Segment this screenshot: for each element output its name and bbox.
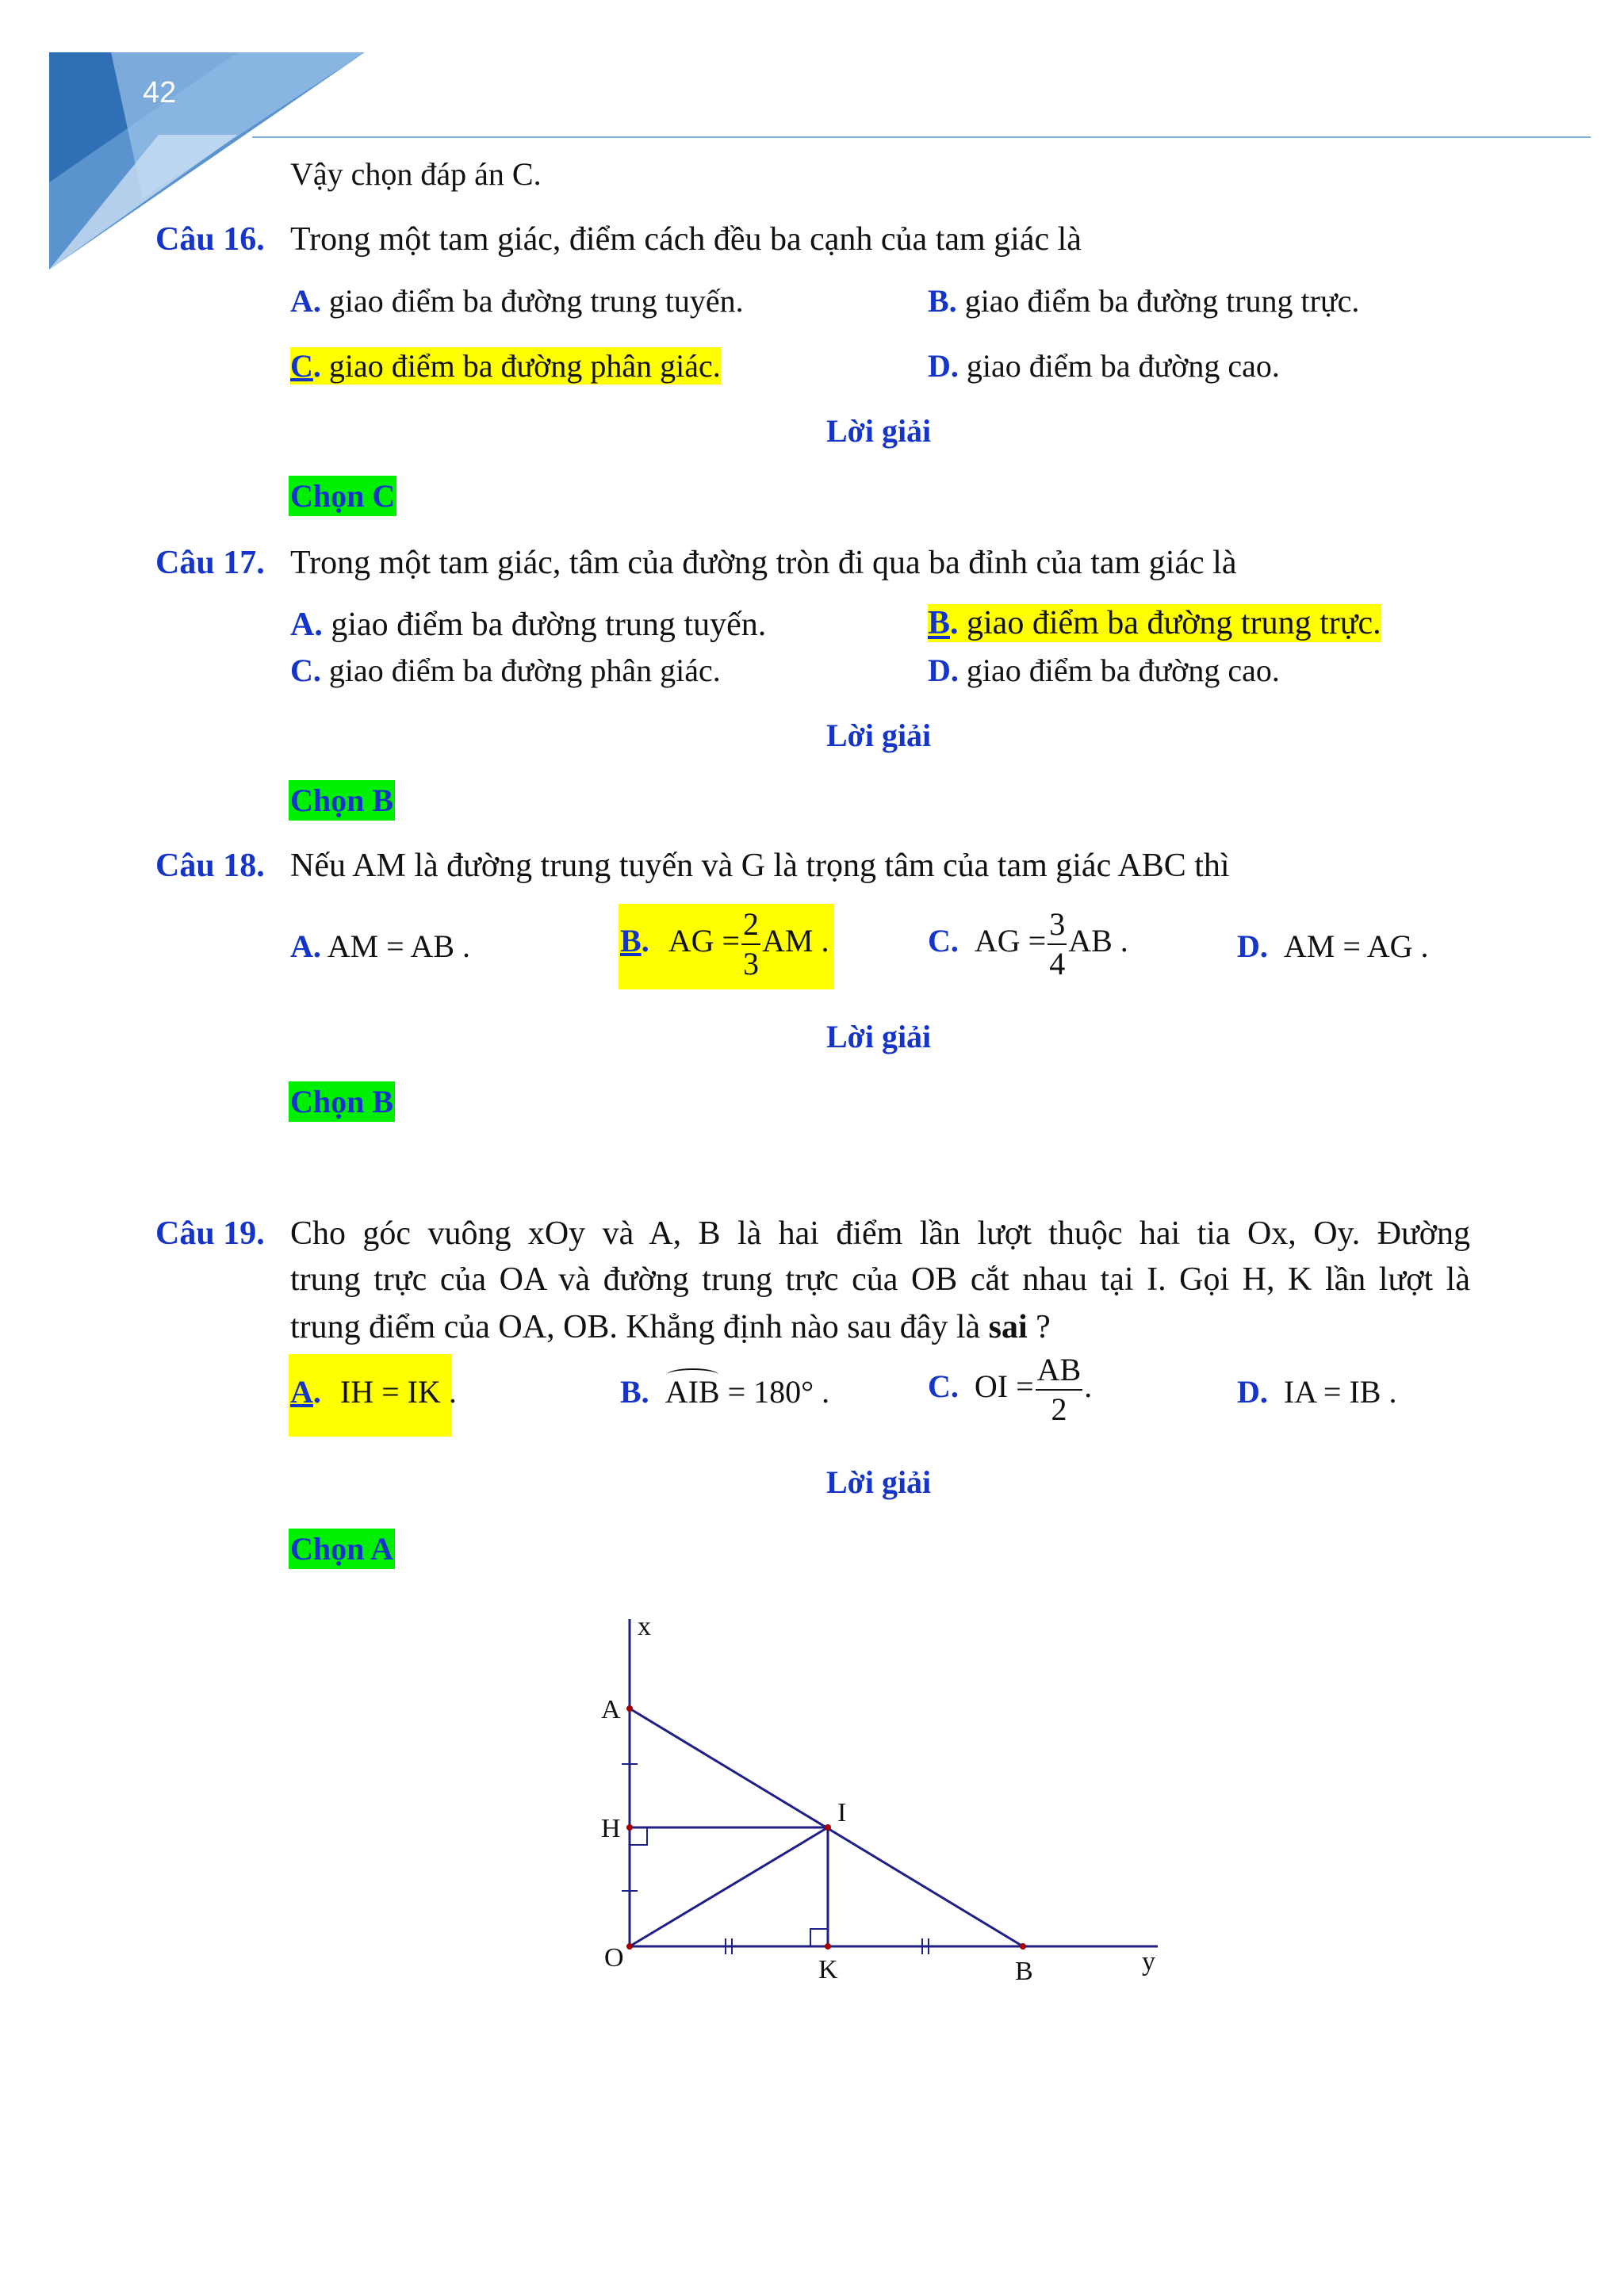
q19-label: Câu 19. xyxy=(155,1215,265,1252)
q19-option-d xyxy=(1237,1373,1396,1410)
q19-answer: Chọn A xyxy=(289,1529,395,1569)
q17-solution-heading: Lời giải xyxy=(826,718,932,753)
q18-b-letter: B xyxy=(620,923,642,959)
q16-b-letter: B. xyxy=(928,283,957,319)
q17-d-text: giao điểm ba đường cao. xyxy=(966,652,1280,688)
page-number: 42 xyxy=(143,76,177,109)
q18-option-d xyxy=(1237,928,1428,965)
figure-lines xyxy=(622,1619,1158,1954)
q17-c-letter: C. xyxy=(290,652,321,688)
q17-a-text: giao điểm ba đường trung tuyến. xyxy=(331,607,767,643)
intro-text: Vậy chọn đáp án C. xyxy=(290,156,542,192)
q16-answer: Chọn C xyxy=(289,476,396,516)
q17-b-dot: . xyxy=(950,605,959,641)
q19-d-expr: IA = IB . xyxy=(1283,1374,1397,1410)
q17-option-d xyxy=(928,652,1280,689)
q16-d-text: giao điểm ba đường cao. xyxy=(966,348,1280,384)
q19-c-numerator: AB xyxy=(1036,1354,1083,1391)
label-a: A xyxy=(601,1695,621,1724)
geometry-figure xyxy=(587,1609,1189,2006)
q17-label: Câu 17. xyxy=(155,545,265,581)
q19-c-rhs: . xyxy=(1084,1368,1093,1405)
q17-b-text: giao điểm ba đường trung trực. xyxy=(967,605,1381,641)
q18-c-rhs: AB . xyxy=(1068,923,1128,959)
q18-d-letter: D. xyxy=(1237,928,1268,964)
q18-b-rhs: AM . xyxy=(762,923,829,959)
q18-b-dot: . xyxy=(641,923,649,959)
q16-d-letter: D. xyxy=(928,348,959,384)
q17-option-b xyxy=(928,604,1381,642)
q19-line-3-end: ? xyxy=(1027,1309,1051,1345)
q17-answer: Chọn B xyxy=(289,780,395,821)
q16-b-text: giao điểm ba đường trung trực. xyxy=(964,283,1360,319)
q18-solution-heading: Lời giải xyxy=(826,1019,932,1054)
q17-a-letter: A. xyxy=(290,607,323,643)
q17-b-letter: B xyxy=(928,605,951,641)
q16-solution-heading: Lời giải xyxy=(826,413,932,449)
label-x: x xyxy=(638,1612,651,1641)
label-y: y xyxy=(1142,1947,1155,1976)
q19-option-b xyxy=(620,1373,829,1410)
q19-keyword-sai: sai xyxy=(988,1309,1028,1345)
point-k xyxy=(825,1943,831,1950)
q19-b-letter: B. xyxy=(620,1374,649,1410)
q16-text: Trong một tam giác, điểm cách đều ba cạnh của tam giác là xyxy=(290,221,1082,258)
q18-text: Nếu AM là đường trung tuyến và G là trọng tâm của tam giác ABC thì xyxy=(290,848,1230,884)
label-k: K xyxy=(818,1955,838,1984)
q16-a-text: giao điểm ba đường trung tuyến. xyxy=(328,283,744,319)
q19-c-fraction xyxy=(1036,1354,1083,1425)
label-h: H xyxy=(601,1814,621,1843)
q17-option-c xyxy=(290,652,721,689)
q19-line-1: Cho góc vuông xOy và A, B là hai điểm lần lượt thuộc hai tia Ox, Oy. Đường xyxy=(290,1215,1470,1252)
label-b: B xyxy=(1015,1957,1033,1986)
q19-a-dot: . xyxy=(312,1374,321,1410)
q16-c-dot: . xyxy=(312,348,321,384)
q16-option-a xyxy=(290,282,744,320)
q16-c-text: giao điểm ba đường phân giác. xyxy=(328,348,721,384)
q16-c-letter: C xyxy=(290,348,313,384)
q19-solution-heading: Lời giải xyxy=(826,1464,932,1500)
q18-a-expr: AM = AB . xyxy=(327,928,471,964)
q18-d-expr: AM = AG . xyxy=(1283,928,1429,964)
point-o xyxy=(626,1943,633,1950)
q18-option-b xyxy=(620,906,829,982)
q18-b-fraction xyxy=(741,906,760,982)
point-h xyxy=(626,1824,633,1831)
q16-label: Câu 16. xyxy=(155,221,265,258)
q18-answer: Chọn B xyxy=(289,1081,395,1122)
segment-oi xyxy=(630,1827,828,1946)
q18-c-numerator: 3 xyxy=(1048,909,1067,945)
point-a xyxy=(626,1705,633,1712)
q19-line-2: trung trực của OA và đường trung trực của OB cắt nhau tại I. Gọi H, K lần lượt là xyxy=(290,1261,1470,1298)
q18-b-numerator: 2 xyxy=(741,909,760,945)
q18-b-lhs: AG = xyxy=(668,923,741,959)
q19-a-expr: IH = IK . xyxy=(339,1374,457,1410)
q19-c-letter: C. xyxy=(928,1368,959,1405)
q18-option-c xyxy=(928,906,1128,982)
q18-label: Câu 18. xyxy=(155,848,265,884)
header-rule xyxy=(252,136,1591,138)
right-angle-k xyxy=(810,1929,828,1946)
q18-c-letter: C. xyxy=(928,923,959,959)
q19-b-angle: AIB xyxy=(665,1374,720,1410)
q19-c-lhs: OI = xyxy=(974,1368,1034,1405)
q19-a-letter: A xyxy=(290,1374,313,1410)
q18-option-a xyxy=(290,928,470,965)
q18-c-fraction xyxy=(1048,906,1067,982)
q19-d-letter: D. xyxy=(1237,1374,1268,1410)
q16-option-c xyxy=(290,347,721,385)
point-b xyxy=(1020,1943,1026,1950)
q17-d-letter: D. xyxy=(928,652,959,688)
q19-option-c xyxy=(928,1354,1092,1425)
q16-option-d xyxy=(928,347,1280,385)
q18-b-denominator: 3 xyxy=(743,946,760,982)
q19-option-a xyxy=(290,1373,457,1410)
q18-c-lhs: AG = xyxy=(974,923,1047,959)
q17-option-a xyxy=(290,606,766,644)
point-i xyxy=(825,1824,831,1831)
q19-b-rest: = 180° . xyxy=(719,1374,830,1410)
q16-a-letter: A. xyxy=(290,283,321,319)
q19-line-3 xyxy=(290,1308,1051,1346)
q19-line-3-text: trung điểm của OA, OB. Khẳng định nào sau đây là xyxy=(290,1309,989,1345)
q16-option-b xyxy=(928,282,1359,320)
q19-c-denominator: 2 xyxy=(1051,1391,1067,1427)
q17-text: Trong một tam giác, tâm của đường tròn đi qua ba đỉnh của tam giác là xyxy=(290,545,1237,581)
label-i: I xyxy=(837,1798,847,1827)
label-o: O xyxy=(604,1943,624,1973)
right-angle-h xyxy=(630,1827,647,1845)
q18-a-letter: A. xyxy=(290,928,321,964)
q18-c-denominator: 4 xyxy=(1049,946,1066,982)
q17-c-text: giao điểm ba đường phân giác. xyxy=(328,652,721,688)
